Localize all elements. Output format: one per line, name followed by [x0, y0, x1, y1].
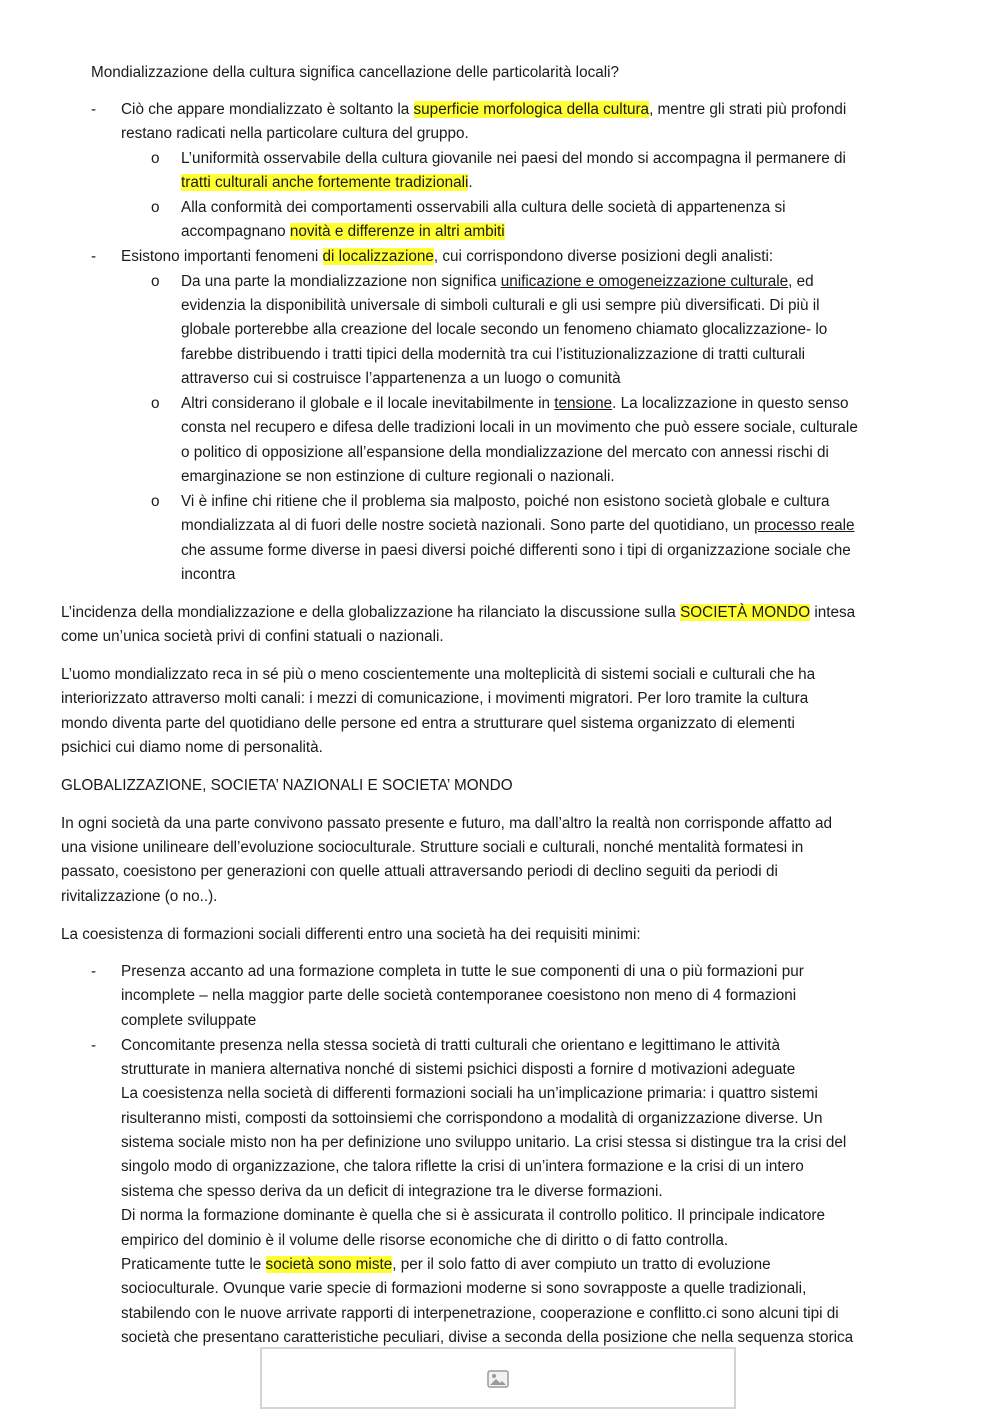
paragraph-3-line-4: rivitalizzazione (o no..). [61, 888, 218, 905]
sub-2-1-line-1: Da una parte la mondializzazione non significa unificazione e omogeneizzazione culturale, ed [181, 273, 814, 290]
sub-2-2-line-4: emarginazione se non estinzione di culture regionali o nazionali. [181, 468, 615, 485]
sub-2-1-line-4: farebbe distribuendo i tratti tipici della modernità tra cui l’istituzionalizzazione di tratti culturali [181, 346, 806, 363]
highlight: società sono miste [265, 1256, 393, 1273]
dash-bullet: - [91, 1037, 97, 1054]
sub-2-3-line-3: che assume forme diverse in paesi diversi poiché differenti sono i tipi di organizzazione sociale che [181, 542, 851, 559]
sub-2-1-line-5: attraverso cui si costruisce l’appartenenza a un luogo o comunità [181, 370, 621, 387]
paragraph-1-line-2: come un’unica società privi di confini statuali o nazionali. [61, 628, 444, 645]
circle-bullet: o [151, 493, 160, 510]
bullet-1-line-1: Ciò che appare mondializzato è soltanto la superficie morfologica della cultura, mentre gli strati più profondi [121, 101, 847, 118]
bullet-4-line-5: sistema sociale misto non ha per definizione uno sviluppo unitario. La crisi stessa si distingue tra la crisi del [121, 1134, 847, 1151]
paragraph-3-line-1: In ogni società da una parte convivono passato presente e futuro, ma dall’altro la realtà non corrisponde affatto ad [61, 815, 833, 832]
sub-2-2-line-2: consta nel recupero e difesa delle tradizioni locali in un movimento che può essere sociale, culturale [181, 419, 858, 436]
sub-2-1-line-3: globale porterebbe alla creazione del locale secondo un fenomeno chiamato glocalizzazione- lo [181, 321, 828, 338]
circle-bullet: o [151, 199, 160, 216]
highlight: SOCIETÀ MONDO [680, 604, 811, 621]
paragraph-3-line-3: passato, coesistono per generazioni con quelle attuali attraversando periodi di declino seguiti da periodi di [61, 863, 778, 880]
bullet-4-line-6: singolo modo di organizzazione, che talora riflette la crisi di un’intera formazione e la crisi di un intero [121, 1158, 804, 1175]
bullet-4-line-10: Praticamente tutte le società sono miste, per il solo fatto di aver compiuto un tratto di evoluzione [121, 1256, 771, 1273]
dash-bullet: - [91, 101, 97, 118]
bullet-2-line-1: Esistono importanti fenomeni di localizzazione, cui corrispondono diverse posizioni degli analisti: [121, 248, 774, 265]
underlined-text: unificazione e omogeneizzazione culturale [500, 273, 789, 290]
paragraph-2-line-2: interiorizzato attraverso molti canali: i mezzi di comunicazione, i movimenti migratori. Per loro tramite la cultura [61, 690, 809, 707]
sub-2-2-line-3: o politico di opposizione all’espansione della mondializzazione del mercato con annessi rischi di [181, 444, 829, 461]
sub-1-2-line-2: accompagnano novità e differenze in altri ambiti [181, 223, 505, 240]
sub-1-1-line-1: L’uniformità osservabile della cultura giovanile nei paesi del mondo si accompagna il permanere di [181, 150, 846, 167]
sub-2-2-line-1: Altri considerano il globale e il locale inevitabilmente in tensione. La localizzazione in questo senso [181, 395, 849, 412]
dash-bullet: - [91, 963, 97, 980]
sub-2-3-line-1: Vi è infine chi ritiene che il problema sia malposto, poiché non esistono società globale e cultura [181, 493, 830, 510]
bullet-4-line-4: risulteranno misti, composti da sottoinsiemi che corrispondono a modalità di organizzazione diverse. Un [121, 1110, 823, 1127]
bullet-4-line-8: Di norma la formazione dominante è quella che si è assicurata il controllo politico. Il principale indicatore [121, 1207, 826, 1224]
bullet-1-line-2: restano radicati nella particolare cultura del gruppo. [121, 125, 469, 142]
circle-bullet: o [151, 395, 160, 412]
paragraph-2-line-1: L’uomo mondializzato reca in sé più o meno coscientemente una molteplicità di sistemi sociali e culturali che ha [61, 666, 816, 683]
highlight: novità e differenze in altri ambiti [289, 223, 505, 240]
image-icon [487, 1370, 509, 1388]
sub-1-2-line-1: Alla conformità dei comportamenti osservabili alla cultura delle società di appartenenza si [181, 199, 786, 216]
circle-bullet: o [151, 273, 160, 290]
bullet-4-line-2: strutturate in maniera alternativa nonché di sistemi psichici disposti a fornire d motivazioni adeguate [121, 1061, 796, 1078]
bullet-3-line-2: incomplete – nella maggior parte delle società contemporanee coesistono non meno di 4 formazioni [121, 987, 797, 1004]
paragraph-2-line-4: psichici cui diamo nome di personalità. [61, 739, 323, 756]
intro-question: Mondializzazione della cultura significa cancellazione delle particolarità locali? [91, 64, 620, 81]
sub-2-3-line-2: mondializzata al di fuori delle nostre società nazionali. Sono parte del quotidiano, un processo reale [181, 517, 855, 534]
bullet-3-line-3: complete sviluppate [121, 1012, 257, 1029]
bullet-4-line-7: sistema che spesso deriva da un deficit di integrazione tra le diverse formazioni. [121, 1183, 663, 1200]
bullet-4-line-13: società che presentano caratteristiche peculiari, divise a seconda della posizione che nella sequenza storica [121, 1329, 854, 1346]
sub-1-1-line-2: tratti culturali anche fortemente tradizionali. [181, 174, 473, 191]
circle-bullet: o [151, 150, 160, 167]
underlined-text: tensione [554, 395, 613, 412]
underlined-text: processo reale [754, 517, 855, 534]
sub-2-3-line-4: incontra [181, 566, 236, 583]
paragraph-4: La coesistenza di formazioni sociali differenti entro una società ha dei requisiti minimi: [61, 926, 641, 943]
paragraph-2-line-3: mondo diventa parte del quotidiano delle persone ed entra a strutturare quel sistema organizzato di elementi [61, 715, 795, 732]
bullet-4-line-3: La coesistenza nella società di differenti formazioni sociali ha un’implicazione primaria: i quattro sistemi [121, 1085, 818, 1102]
highlight: superficie morfologica della cultura [413, 101, 650, 118]
bullet-3-line-1: Presenza accanto ad una formazione completa in tutte le sue componenti di una o più formazioni pur [121, 963, 804, 980]
highlight: di localizzazione [322, 248, 434, 265]
paragraph-1-line-1: L’incidenza della mondializzazione e della globalizzazione ha rilanciato la discussione sulla SOCIETÀ MONDO intesa [61, 604, 856, 621]
bullet-4-line-11: socioculturale. Ovunque varie specie di formazioni moderne si sono sovrapposte a quelle tradizionali, [121, 1280, 807, 1297]
sub-2-1-line-2: evidenzia la disponibilità universale di simboli culturali e gli usi sempre più diversificati. Di più il [181, 297, 820, 314]
section-heading: GLOBALIZZAZIONE, SOCIETA’ NAZIONALI E SOCIETA’ MONDO [61, 777, 513, 794]
bullet-4-line-12: stabilendo con le nuove arrivate rapporti di interpenetrazione, cooperazione e conflitto.ci sono alcuni tipi di [121, 1305, 839, 1322]
highlight: tratti culturali anche fortemente tradizionali [181, 174, 469, 191]
paragraph-3-line-2: una visione unilineare dell’evoluzione socioculturale. Strutture sociali e culturali, nonché mentalità formatesi in [61, 839, 804, 856]
bullet-4-line-9: empirico del dominio è il volume delle risorse economiche che di diritto o di fatto controlla. [121, 1232, 729, 1249]
dash-bullet: - [91, 248, 97, 265]
bullet-4-line-1: Concomitante presenza nella stessa società di tratti culturali che orientano e legittimano le attività [121, 1037, 780, 1054]
